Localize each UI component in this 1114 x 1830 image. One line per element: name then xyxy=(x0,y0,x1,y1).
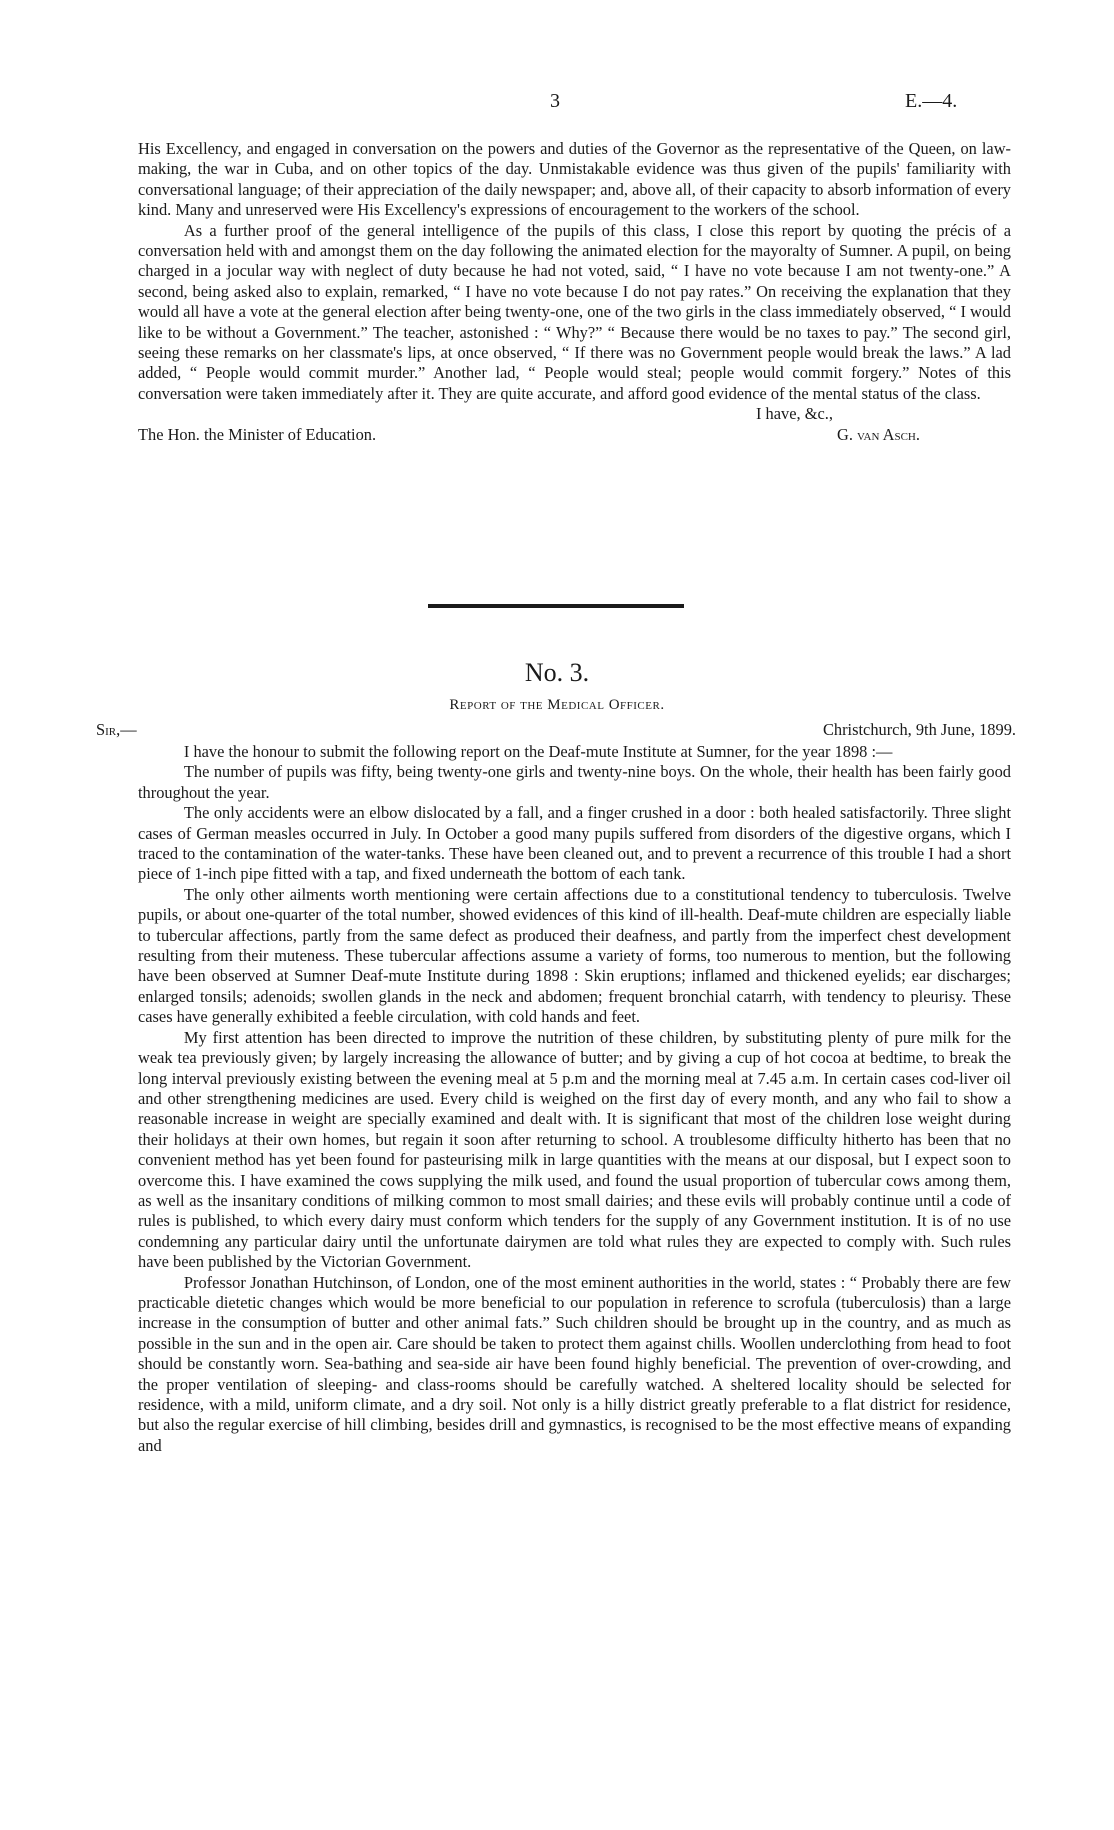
section-number: No. 3. xyxy=(524,658,590,687)
salutation: Sir,— xyxy=(96,720,137,739)
paragraph-conversation: As a further proof of the general intelligence of the pupils of this class, I close this report by quoting the précis of a conversation held with and amongst them on the day following the animated election for the mayoralty of Sumner. A pupil, on being charged in a jocular way with neglect of duty because he had not voted, said, “ I have no vote because I am not twenty-one.” A second, being asked also to explain, remarked, “ I have no vote because I do not pay rates.” On receiving the explanation that they would all have a vote at the general election after being twenty-one, one of the two girls in the class immediately observed, “ I would like to be without a Government.” The teacher, astonished : “ Why?” “ Because there would be no taxes to pay.” The second girl, seeing these remarks on her classmate's lips, at once observed, “ If there was no Government people would break the laws.” A lad added, “ People would commit murder.” Another lad, “ People would steal; people would commit forgery.” Notes of this conversation were taken immediately after it. They are quite accurate, and afford good evidence of the mental status of the class. xyxy=(138,220,1011,403)
document-reference: E.—4. xyxy=(905,90,958,112)
signature-row xyxy=(138,425,1011,445)
salutation-row xyxy=(96,720,1016,742)
medical-report-body xyxy=(138,742,1011,1456)
paragraph-intro: I have the honour to submit the following report on the Deaf-mute Institute at Sumner, for the year 1898 :— xyxy=(183,742,893,761)
paragraph-nutrition: My first attention has been directed to improve the nutrition of these children, by substituting plenty of pure milk for the weak tea previously given; by largely increasing the allowance of butter; and by giving a cup of hot cocoa at bedtime, to break the long interval previously existing between the evening meal at 5 p.m and the morning meal at 7.45 a.m. In certain cases cod-liver oil and other strengthening medicines are used. Every child is weighed on the first day of every month, and any who fail to show a reasonable increase in weight are specially examined and dealt with. It is significant that most of the children lose weight during their holidays at their own homes, but regain it soon after returning to school. A troublesome difficulty hitherto has been that no convenient method has yet been found for pasteurising milk in large quantities with the means at our disposal, but I expect soon to overcome this. I have examined the cows supplying the milk used, and found the usual proportion of tubercular cows among them, as well as the insanitary conditions of milking common to most small dairies; and these evils will probably continue until a code of rules is published, to which every dairy must conform which tenders for the supply of any Government institution. It is of no use condemning any particular dairy until the unfortunate dairymen are told what rules they are expected to comply with. Such rules have been published by the Victorian Government. xyxy=(138,1027,1011,1272)
section-divider xyxy=(428,604,684,608)
paragraph-hutchinson: Professor Jonathan Hutchinson, of London, one of the most eminent authorities in the world, states : “ Probably there are few practicable dietetic changes which would be more beneficial to our population in reference to scrofula (tuberculosis) than a large increase in the consumption of butter and other animal fats.” Such children should be brought up in the country, and as much as possible in the sun and in the open air. Care should be taken to protect them against chills. Woollen underclothing from head to foot should be constantly worn. Sea-bathing and sea-side air have been found highly beneficial. The prevention of over-crowding, and the proper ventilation of sleeping- and class-rooms should be carefully watched. A sheltered locality should be selected for residence, with a mild, uniform climate, and a dry soil. Not only is a hilly district greatly preferable to a flat district for residence, but also the regular exercise of hill climbing, besides drill and gymnastics, is recognised to be the most effective means of expanding and xyxy=(138,1272,1011,1455)
closing-phrase: I have, &c., xyxy=(756,404,833,424)
closing-row xyxy=(138,404,1011,424)
section-title: Report of the Medical Officer. xyxy=(449,697,665,713)
paragraph-accidents: The only accidents were an elbow dislocated by a fall, and a finger crushed in a door : both healed satisfactorily. Three slight cases of German measles occurred in July. In October a good many pupils suffered from disorders of the digestive organs, which I traced to the contamination of the water-tanks. These have been cleaned out, and to prevent a recurrence of this trouble I had a short piece of 1-inch pipe fitted with a tap, and fixed underneath the bottom of each tank. xyxy=(138,803,1011,884)
page-number: 3 xyxy=(550,90,560,112)
paragraph-pupils: The number of pupils was fifty, being twenty-one girls and twenty-nine boys. On the whole, their health has been fairly good throughout the year. xyxy=(138,762,1011,802)
paragraph-ailments: The only other ailments worth mentioning were certain affections due to a constitutional tendency to tuberculosis. Twelve pupils, or about one-quarter of the total number, showed evidences of this kind of ill-health. Deaf-mute children are especially liable to tubercular affections, partly from the same defect as produced their deafness, and partly from the imperfect chest development resulting from their muteness. These tubercular affections assume a variety of forms, too numerous to mention, but the following have been observed at Sumner Deaf-mute Institute during 1898 : Skin eruptions; inflamed and thickened eyelids; ear discharges; enlarged tonsils; adenoids; swollen glands in the neck and abdomen; frequent bronchial catarrh, with tendency to pleurisy. These cases have generally exhibited a feeble circulation, with cold hands and feet. xyxy=(138,884,1011,1027)
date-line: Christchurch, 9th June, 1899. xyxy=(822,720,1016,739)
first-section xyxy=(138,139,1011,445)
addressee: The Hon. the Minister of Education. xyxy=(138,424,377,444)
paragraph-continued: His Excellency, and engaged in conversation on the powers and duties of the Governor as the representative of the Queen, on law-making, the war in Cuba, and on other topics of the day. Unmistakable evidence was thus given of the pupils' familiarity with conversational language; of their appreciation of the daily newspaper; and, above all, of their capacity to absorb information of every kind. Many and unreserved were His Excellency's expressions of encouragement to the workers of the school. xyxy=(138,139,1011,220)
signature: G. van Asch. xyxy=(837,424,920,444)
